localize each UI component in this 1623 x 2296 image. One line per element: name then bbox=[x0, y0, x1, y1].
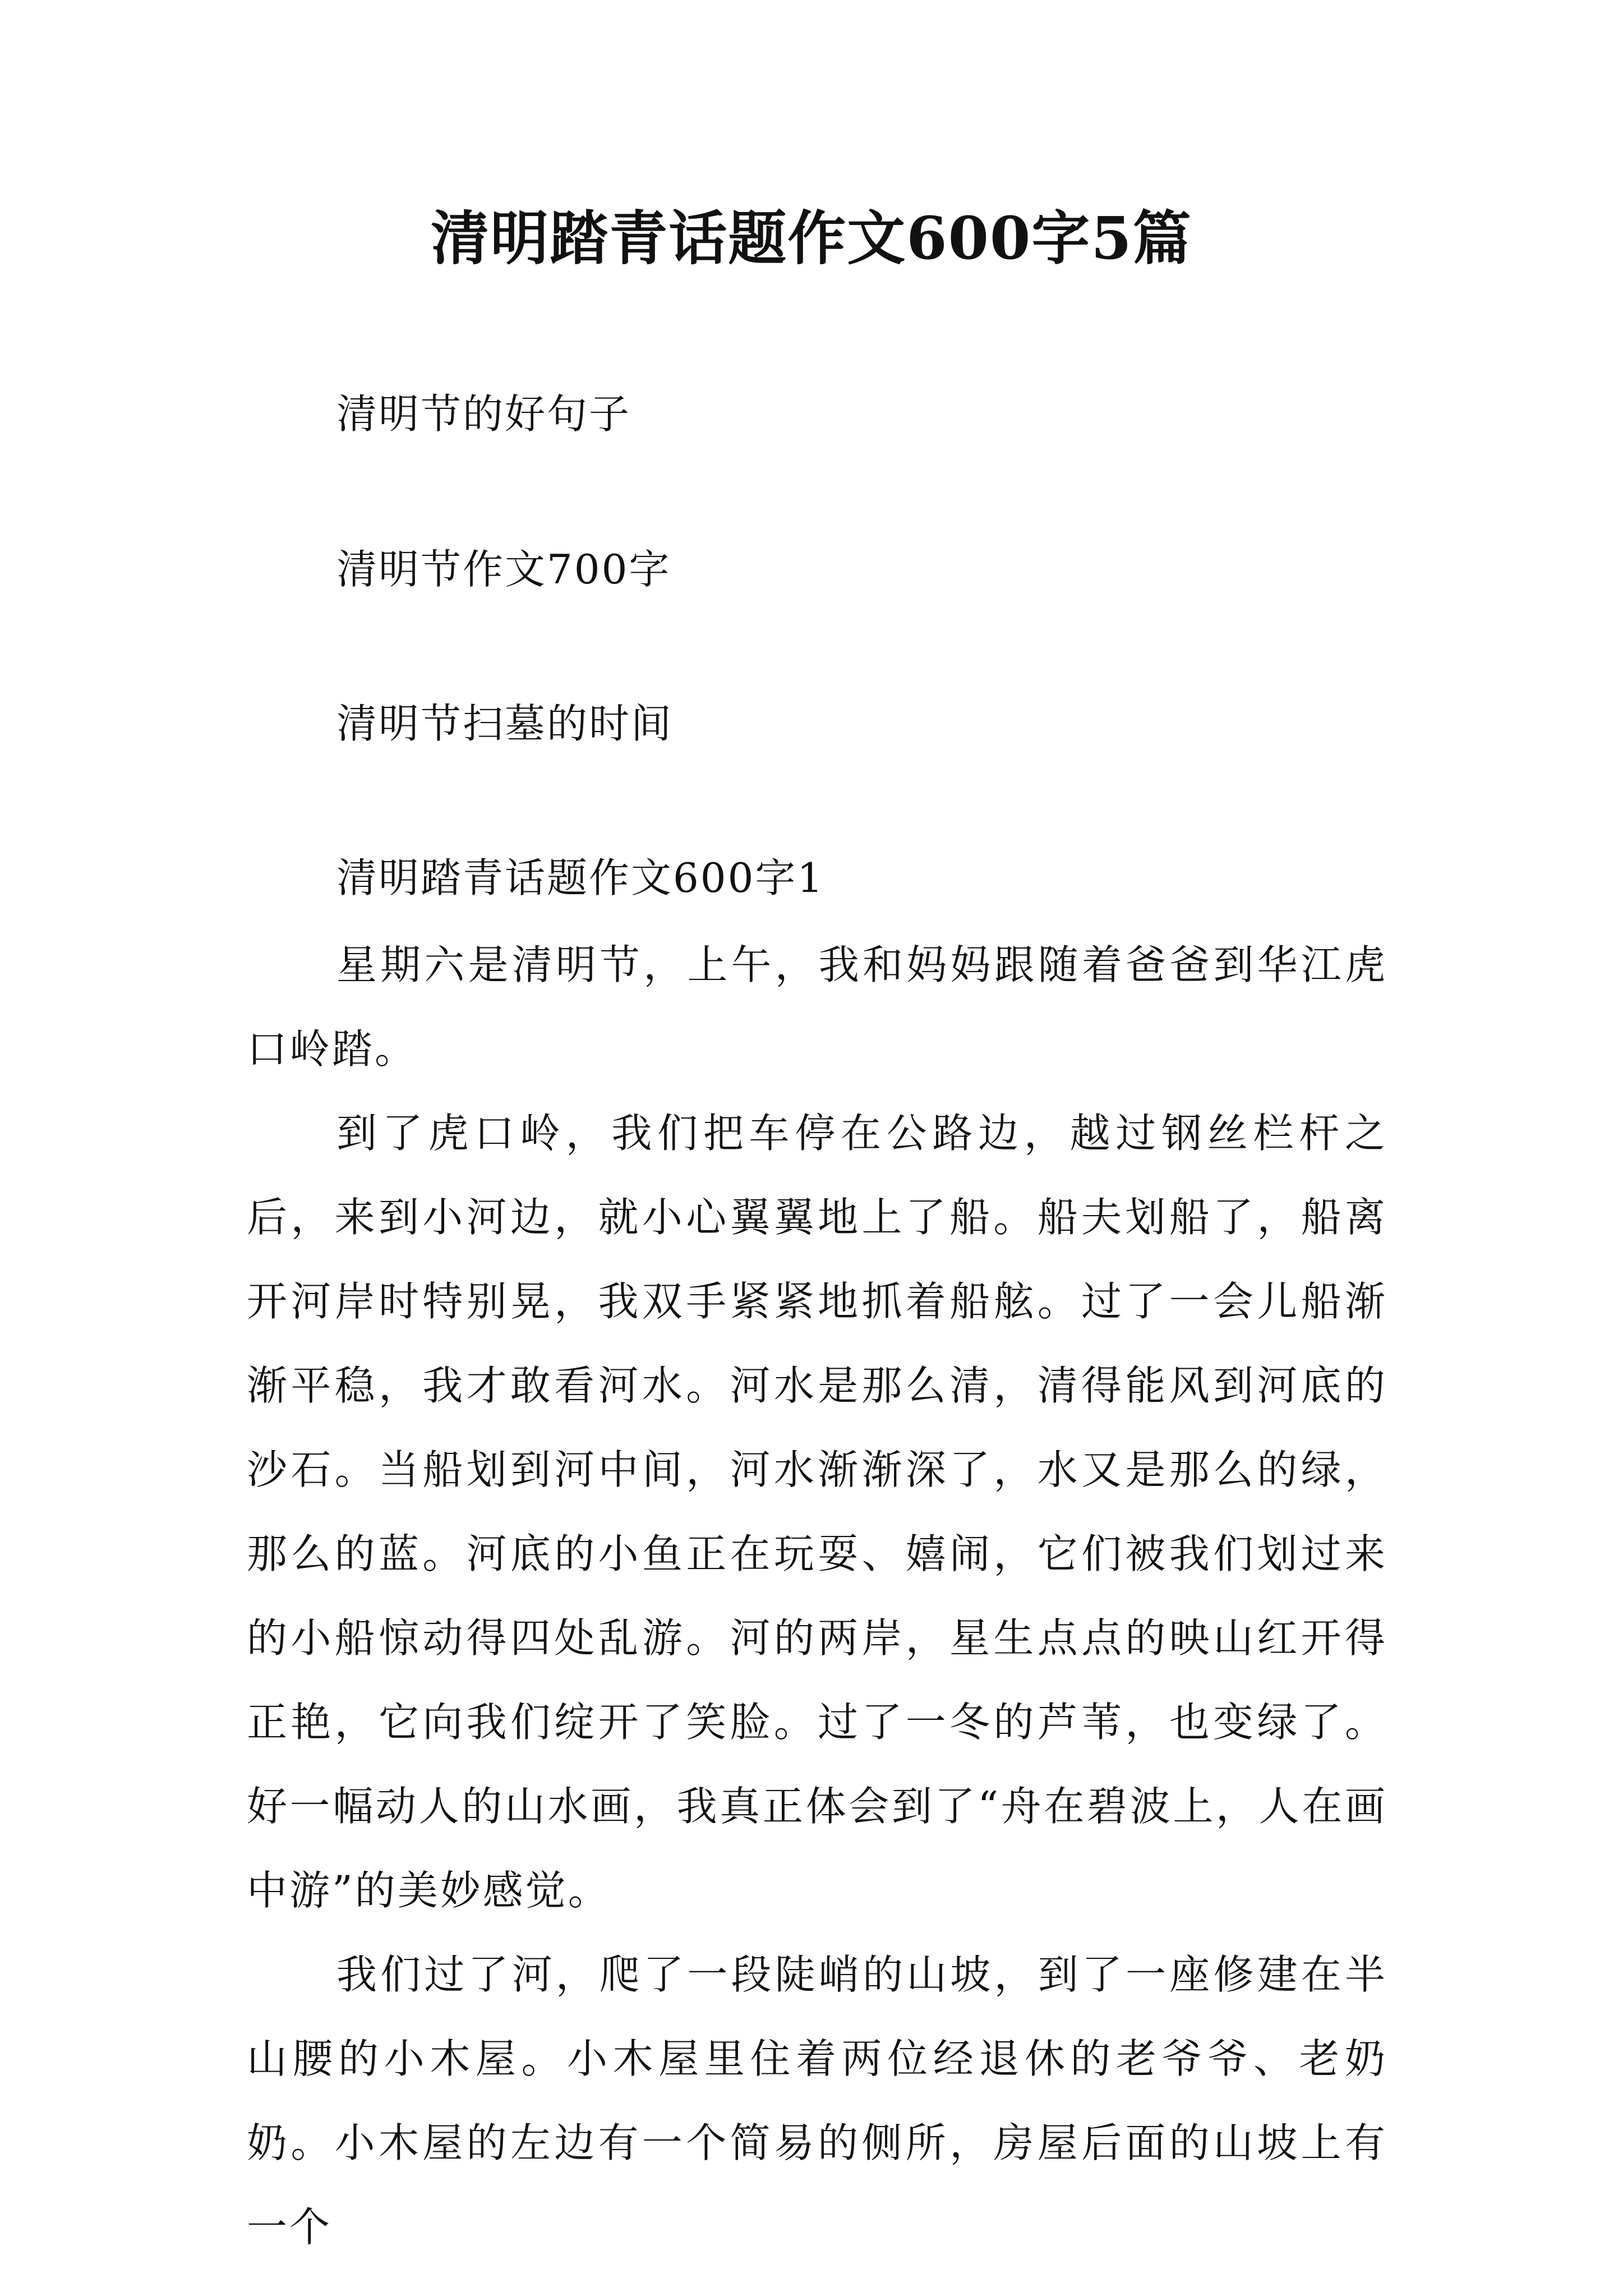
essay-body bbox=[247, 923, 1387, 2269]
paragraph: 到了虎口岭，我们把车停在公路边，越过钢丝栏杆之后，来到小河边，就小心翼翼地上了船。船夫划船了，船离开河岸时特别晃，我双手紧紧地抓着船舷。过了一会儿船渐渐平稳，我才敢看河水。河水是那么清，清得能风到河底的沙石。当船划到河中间，河水渐渐深了，水又是那么的绿，那么的蓝。河底的小鱼正在玩耍、嬉闹，它们被我们划过来的小船惊动得四处乱游。河的两岸，星生点点的映山红开得正艳，它向我们绽开了笑脸。过了一冬的芦苇，也变绿了。好一幅动人的山水画，我真正体会到了“舟在碧波上，人在画中游”的美妙感觉。 bbox=[247, 1110, 1387, 1914]
toc-item: 清明节作文700字 bbox=[336, 546, 671, 593]
section-heading: 清明踏青话题作文600字1 bbox=[336, 854, 825, 901]
paragraph: 我们过了河，爬了一段陡峭的山坡，到了一座修建在半山腰的小木屋。小木屋里住着两位经退休的老爷爷、老奶奶。小木屋的左边有一个简易的侧所，房屋后面的山坡上有一个 bbox=[247, 1951, 1387, 2251]
toc-item: 清明节的好句子 bbox=[336, 390, 631, 438]
document-title: 清明踏青话题作文600字5篇 bbox=[431, 204, 1192, 273]
toc-item: 清明节扫墓的时间 bbox=[336, 700, 674, 747]
paragraph: 星期六是清明节，上午，我和妈妈跟随着爸爸到华江虎口岭踏。 bbox=[247, 941, 1387, 1073]
